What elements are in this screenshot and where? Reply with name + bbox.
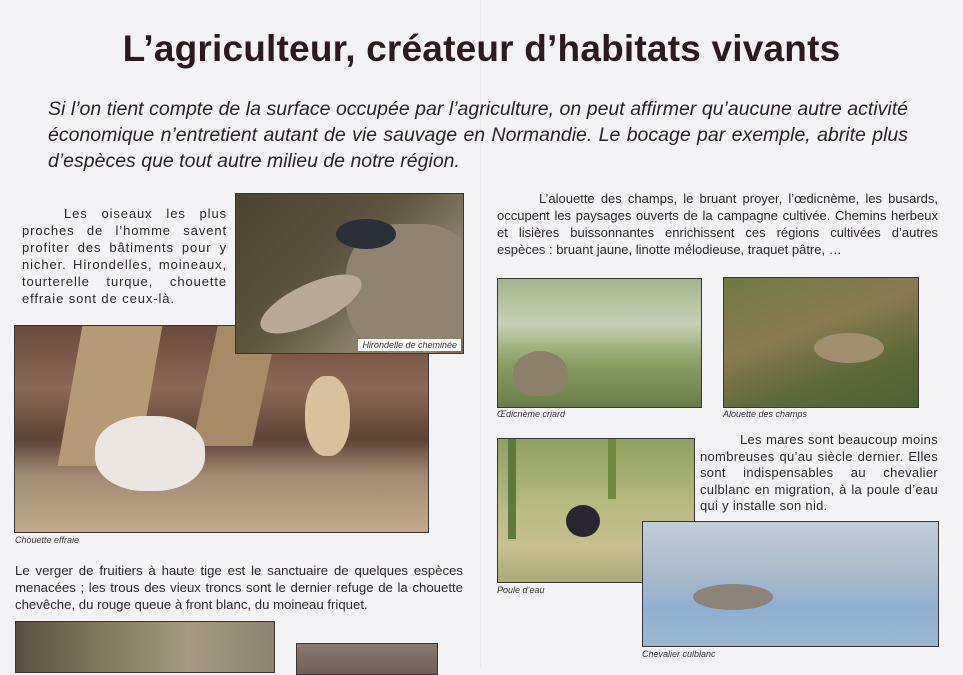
nest-box-photo <box>296 643 438 675</box>
caption-chouette: Chouette effraie <box>15 535 80 545</box>
caption-alouette: Alouette des champs <box>723 409 808 419</box>
swallow-photo <box>235 193 464 354</box>
caption-hirondelle: Hirondelle de cheminée <box>358 339 461 351</box>
buildings-paragraph: Les oiseaux les plus proches de l’homme savent profiter des bâtiments pour y nicher. Hirondelles, moineaux, tourterelle turque, chouette effraie sont de ceux-là. <box>22 206 227 306</box>
barn-owl-photo <box>14 325 429 533</box>
ponds-paragraph: Les mares sont beaucoup moins nombreuses qu’au siècle dernier. Elles sont indispensables au chevalier culblanc en migration, à la poule d’eau qui y installe son nid. <box>700 432 938 513</box>
fields-paragraph: L’alouette des champs, le bruant proyer, l’œdicnème, les busards, occupent les paysages ouverts de la campagne cultivée. Chemins herbeux et lisières buissonnantes enrichissent ces régions cultivées d’autres espèces : bruant jaune, linotte mélodieuse, traquet pâtre, … <box>497 191 938 257</box>
caption-oedicneme: Œdicnème criard <box>497 409 566 419</box>
stone-curlew-photo <box>497 278 702 408</box>
caption-chevalier: Chevalier culblanc <box>642 649 716 659</box>
page-title: L’agriculteur, créateur d’habitats vivants <box>122 28 841 69</box>
tree-trunk-photo <box>15 621 275 673</box>
orchard-paragraph: Le verger de fruitiers à haute tige est le sanctuaire de quelques espèces menacées ; les trous des vieux troncs sont le dernier refuge de la chouette chevêche, du rouge queue à front blanc, du moineau friquet. <box>15 563 463 612</box>
caption-poule: Poule d’eau <box>497 585 545 595</box>
intro-text: Si l’on tient compte de la surface occupée par l’agriculture, on peut affirmer qu’aucune autre activité économique n’entretient autant de vie sauvage en Normandie. Le bocage par exemple, abrite plus d’espèces que tout autre milieu de notre région. <box>48 98 908 172</box>
sandpiper-photo <box>642 521 939 647</box>
skylark-photo <box>723 277 919 408</box>
